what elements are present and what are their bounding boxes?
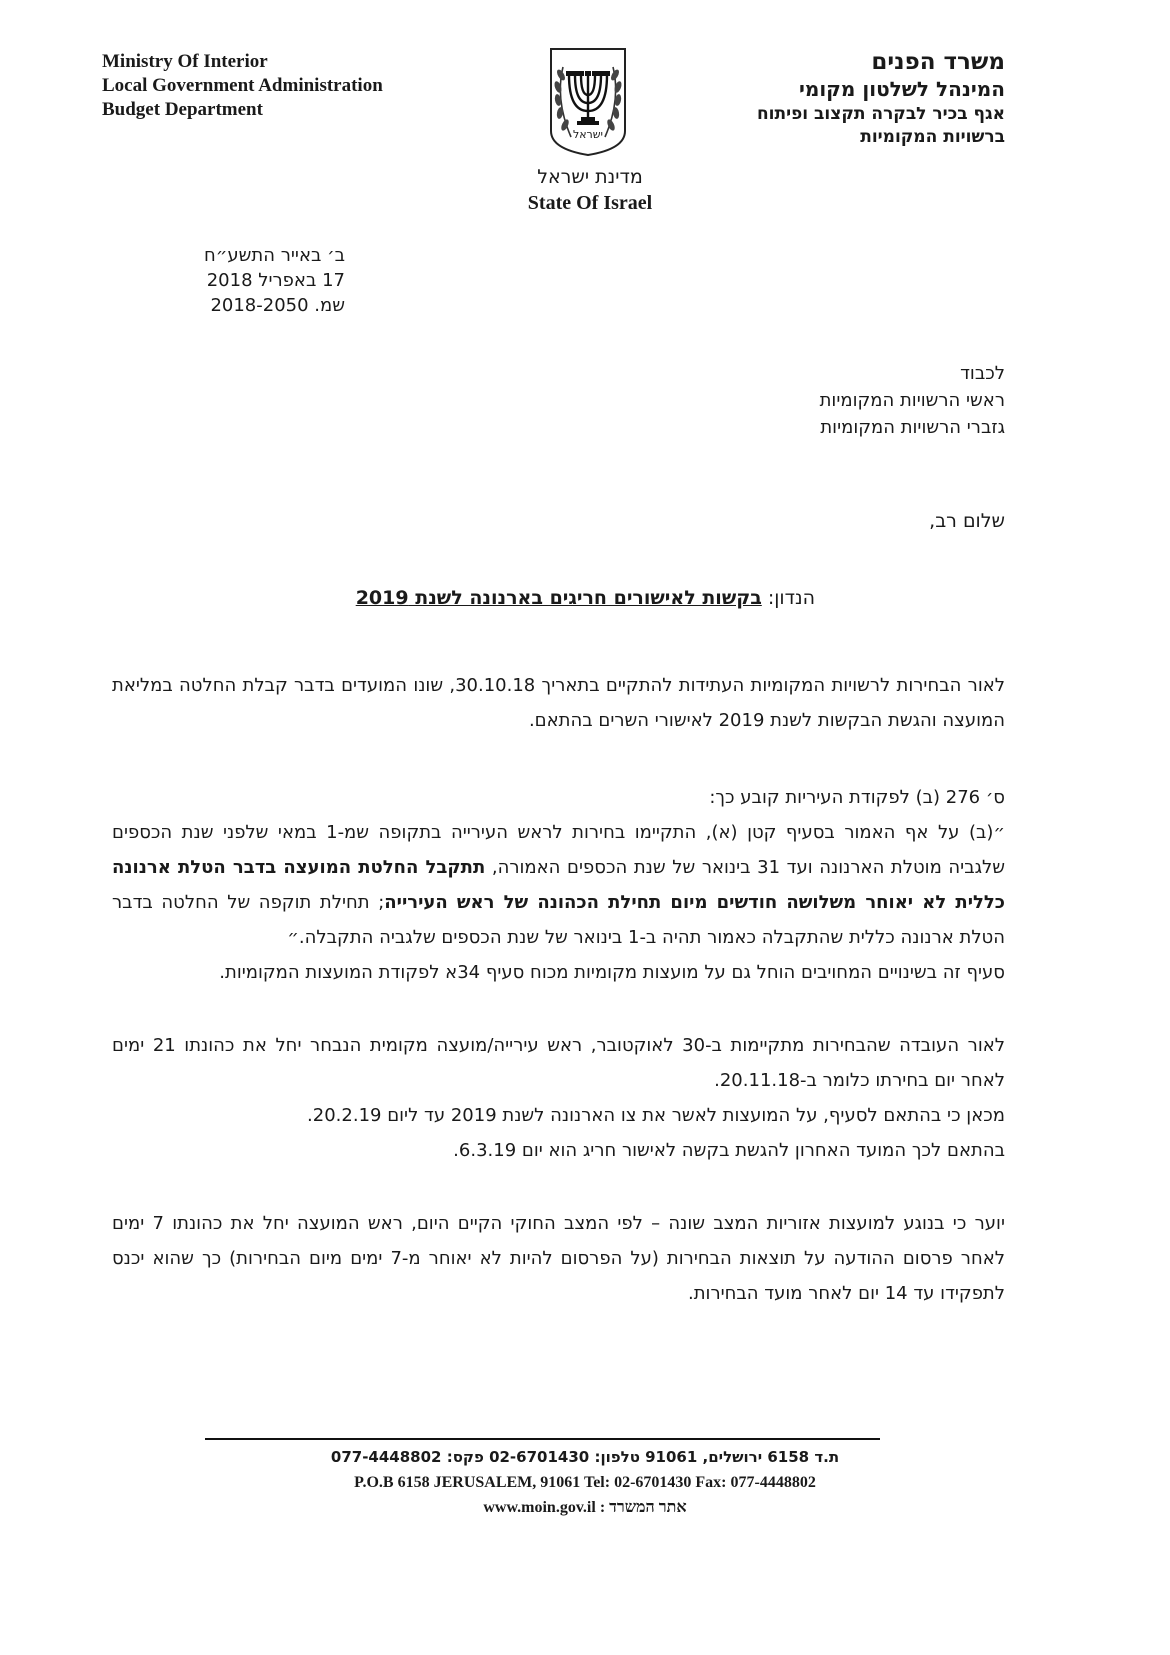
footer-address-he: ת.ד 6158 ירושלים, 91061 טלפון: 02-6701430 פקס: 077-4448802	[330, 1448, 840, 1466]
state-name-en: State Of Israel	[527, 192, 653, 214]
addressee-treasurers: גזברי הרשויות המקומיות	[820, 417, 1005, 438]
gregorian-date: 17 באפריל 2018	[206, 270, 345, 291]
greeting: שלום רב,	[929, 510, 1005, 532]
quote-bold: תתקבל החלטת המועצה בדבר הטלת ארנונה כללית לא יאוחר משלושה חודשים מיום תחילת הכהונה של ראש העירייה	[112, 857, 1005, 913]
footer-address-en: P.O.B 6158 JERUSALEM, 91061 Tel: 02-6701430 Fax: 077-4448802	[354, 1474, 816, 1491]
paragraph-term-start: לאור העובדה שהבחירות מתקיימות ב-30 לאוקטובר, ראש עירייה/מועצה מקומית הנבחר יחל את כהונתו 21 ימים לאחר יום בחירתו כלומר ב-20.11.18.	[112, 1035, 1005, 1091]
paragraph-law-quote	[112, 815, 1005, 955]
date-block	[204, 243, 345, 318]
reference-number: שמ. 2018-2050	[210, 295, 345, 316]
state-name-he: מדינת ישראל	[537, 166, 643, 188]
hebrew-letterhead	[757, 48, 1005, 149]
paragraph-approval-deadline: מכאן כי בהתאם לסעיף, על המועצות לאשר את צו הארנונה לשנת 2019 עד ליום 20.2.19.	[307, 1105, 1005, 1126]
footer-divider	[205, 1438, 880, 1440]
footer-website: www.moin.gov.il : אתר המשרד	[483, 1499, 687, 1516]
administration-name-en: Local Government Administration	[102, 75, 383, 96]
addressee-heads: ראשי הרשויות המקומיות	[819, 390, 1005, 411]
subject-label: הנדון:	[761, 587, 815, 609]
addressee-block	[820, 360, 1005, 441]
letter-body	[112, 668, 1005, 1311]
paragraph-local-councils: סעיף זה בשינויים המחויבים הוחל גם על מועצות מקומיות מכוח סעיף 34א לפקודת המועצות המקומיות.	[219, 962, 1005, 983]
ministry-name-he: משרד הפנים	[871, 49, 1005, 75]
paragraph-law-intro: ס׳ 276 (ב) לפקודת העיריות קובע כך:	[709, 787, 1005, 808]
ministry-name-en: Ministry Of Interior	[102, 51, 268, 72]
emblem-caption: ישראל	[572, 128, 604, 141]
paragraph-request-deadline: בהתאם לכך המועד האחרון להגשת בקשה לאישור חריג הוא יום 6.3.19.	[453, 1140, 1005, 1161]
english-letterhead	[102, 50, 383, 122]
department-name-en: Budget Department	[102, 99, 263, 120]
addressee-salutation: לכבוד	[960, 363, 1005, 384]
division-scope-he: ברשויות המקומיות	[860, 127, 1005, 147]
administration-name-he: המינהל לשלטון מקומי	[798, 77, 1005, 101]
division-name-he: אגף בכיר לבקרה תקצוב ופיתוח	[756, 104, 1005, 124]
subject-value: בקשות לאישורים חריגים בארנונה לשנת 2019	[355, 587, 762, 609]
paragraph-elections-intro: לאור הבחירות לרשויות המקומיות העתידות להתקיים בתאריך 30.10.18, שונו המועדים בדבר קבלת החלטה במליאת המועצה והגשת הבקשות לשנת 2019 לאישורי השרים בהתאם.	[112, 675, 1005, 731]
quote-part-a: ״(ב) על אף האמור בסעיף קטן (א), התקיימו בחירות לראש העירייה בתקופה שמ-1 במאי שלפני שנת הכספים שלגביה מוטלת הארנונה ועד 31 בינואר של שנת הכספים האמורה,	[112, 822, 1005, 878]
paragraph-regional-councils: יוער כי בנוגע למועצות אזוריות המצב שונה – לפי המצב החוקי הקיים היום, ראש המועצה יחל את כהונתו 7 ימים לאחר פרסום ההודעה על תוצאות הבחירות (על הפרסום להיות לא יאוחר מ-7 ימים מיום הבחירות) כך שהוא יכנס לתפקידו עד 14 יום לאחר מועד הבחירות.	[112, 1213, 1005, 1304]
quote-part-b: ; תחילת תוקפה של החלטה בדבר הטלת ארנונה כללית שהתקבלה כאמור תהיה ב-1 בינואר של שנת הכספים שלגביה התקבלה.״	[112, 892, 1005, 948]
hebrew-date: ב׳ באייר התשע״ח	[204, 245, 345, 266]
subject-line	[356, 587, 815, 609]
